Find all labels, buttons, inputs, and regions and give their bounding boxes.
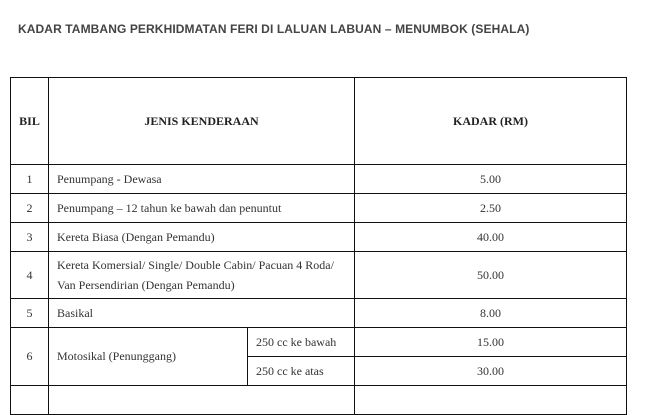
row-bil: 3 [11, 223, 49, 252]
row-sub-category: 250 cc ke bawah [248, 328, 355, 357]
table-row [11, 299, 627, 328]
row-kadar: 5.00 [355, 165, 627, 194]
table-row [11, 194, 627, 223]
table-row [11, 386, 627, 415]
row-kadar [355, 386, 627, 415]
table-row [11, 223, 627, 252]
row-jenis: Penumpang - Dewasa [49, 165, 355, 194]
table-header-row [11, 78, 627, 165]
row-bil: 2 [11, 194, 49, 223]
row-kadar: 30.00 [355, 357, 627, 386]
table-row [11, 165, 627, 194]
header-jenis-kenderaan: JENIS KENDERAAN [49, 78, 355, 165]
row-jenis: Kereta Komersial/ Single/ Double Cabin/ Pacuan 4 Roda/ Van Persendirian (Dengan Pemandu) [49, 252, 355, 299]
row-kadar: 50.00 [355, 252, 627, 299]
row-jenis: Penumpang – 12 tahun ke bawah dan penuntut [49, 194, 355, 223]
row-jenis: Basikal [49, 299, 355, 328]
header-kadar: KADAR (RM) [355, 78, 627, 165]
row-bil: 6 [11, 328, 49, 386]
row-sub-category: 250 cc ke atas [248, 357, 355, 386]
row-bil: 4 [11, 252, 49, 299]
row-bil: 5 [11, 299, 49, 328]
row-jenis: Kereta Biasa (Dengan Pemandu) [49, 223, 355, 252]
row-jenis [49, 386, 355, 415]
row-kadar: 2.50 [355, 194, 627, 223]
row-kadar: 15.00 [355, 328, 627, 357]
header-bil: BIL [11, 78, 49, 165]
table-row [11, 328, 627, 357]
row-jenis: Motosikal (Penunggang) [49, 328, 248, 386]
page-title: KADAR TAMBANG PERKHIDMATAN FERI DI LALUAN LABUAN – MENUMBOK (SEHALA) [18, 22, 530, 36]
row-kadar: 8.00 [355, 299, 627, 328]
row-kadar: 40.00 [355, 223, 627, 252]
row-bil: 1 [11, 165, 49, 194]
row-bil [11, 386, 49, 415]
fare-table [10, 77, 627, 415]
table-row [11, 252, 627, 299]
